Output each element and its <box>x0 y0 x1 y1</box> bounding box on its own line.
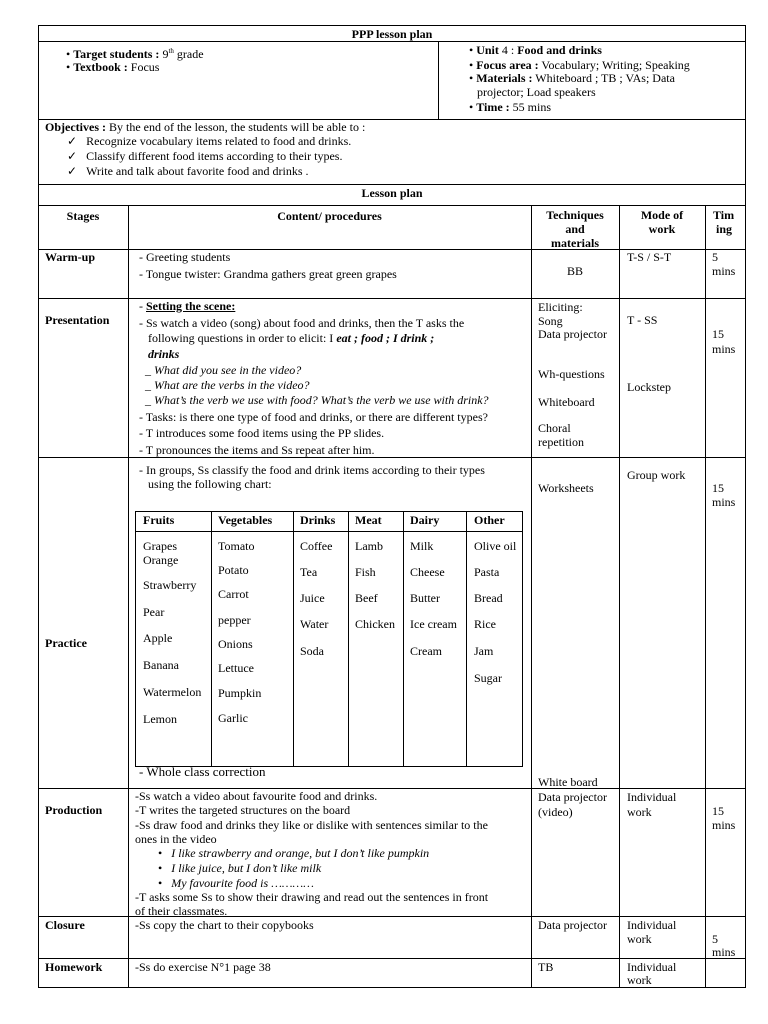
closure-tech: Data projector <box>538 918 607 932</box>
chart-cell: Juice <box>300 591 325 605</box>
col-header-stages: Stages <box>66 209 100 223</box>
practice-tech: Worksheets <box>538 481 594 495</box>
col-header-timing: Tim <box>713 208 735 222</box>
chart-cell: Carrot <box>218 587 249 601</box>
presentation-line: drinks <box>148 347 180 361</box>
stage-practice: Practice <box>45 636 87 650</box>
chart-cell: Tea <box>300 565 318 579</box>
chart-cell: Pear <box>143 605 165 619</box>
closure-line: -Ss copy the chart to their copybooks <box>135 918 314 932</box>
presentation-mode: Lockstep <box>627 380 671 394</box>
presentation-setting: - Setting the scene: <box>139 299 236 313</box>
chart-cell: Lemon <box>143 712 177 726</box>
presentation-question: _ What did you see in the video? <box>145 363 302 377</box>
chart-cell: Beef <box>355 591 378 605</box>
page-title: PPP lesson plan <box>351 27 433 41</box>
textbook: • Textbook : Focus <box>66 60 160 74</box>
chart-cell: Watermelon <box>143 685 202 699</box>
presentation-line: - T pronounces the items and Ss repeat after him. <box>139 443 375 457</box>
practice-tech: White board <box>538 775 598 789</box>
presentation-question: _ What’s the verb we use with food? What’s the verb we use with drink? <box>145 393 489 407</box>
practice-time-unit: mins <box>712 495 736 509</box>
stage-production: Production <box>45 803 103 817</box>
target-students: • Target students : 9th grade <box>66 47 204 61</box>
chart-header-vegetables: Vegetables <box>218 513 273 527</box>
chart-cell: Rice <box>474 617 496 631</box>
warmup-mode: T-S / S-T <box>627 250 672 264</box>
production-mode: work <box>627 805 652 819</box>
chart-cell: pepper <box>218 613 251 627</box>
col-header-mode-2: work <box>648 222 676 236</box>
practice-line: - In groups, Ss classify the food and drink items according to their types <box>139 463 485 477</box>
col-header-techniques-2: and <box>565 222 585 236</box>
chart-cell: Water <box>300 617 329 631</box>
production-line: ones in the video <box>135 832 217 846</box>
practice-mode: Group work <box>627 468 686 482</box>
presentation-tech: repetition <box>538 435 584 449</box>
chart-header-meat: Meat <box>355 513 382 527</box>
warmup-line: - Greeting students <box>139 250 231 264</box>
materials: • Materials : Whiteboard ; TB ; VAs; Data <box>469 71 675 85</box>
closure-mode: Individual <box>627 918 677 932</box>
chart-cell: Chicken <box>355 617 395 631</box>
chart-cell: Cream <box>410 644 442 658</box>
stage-homework: Homework <box>45 960 103 974</box>
col-header-techniques: Techniques <box>546 208 604 222</box>
presentation-tech: Wh-questions <box>538 367 605 381</box>
chart-cell: Garlic <box>218 711 248 725</box>
chart-cell: Potato <box>218 563 249 577</box>
objective-item: ✓ Classify different food items according to their types. <box>67 149 343 163</box>
chart-header-dairy: Dairy <box>410 513 440 527</box>
materials-cont: projector; Load speakers <box>477 85 596 99</box>
presentation-question: _ What are the verbs in the video? <box>145 378 310 392</box>
chart-cell: Milk <box>410 539 434 553</box>
chart-cell: Lettuce <box>218 661 254 675</box>
presentation-tech: Data projector <box>538 327 607 341</box>
production-tech: (video) <box>538 805 573 819</box>
closure-time: 5 <box>712 932 718 946</box>
practice-line: using the following chart: <box>148 477 272 491</box>
chart-header-other: Other <box>474 513 505 527</box>
homework-line: -Ss do exercise N°1 page 38 <box>135 960 271 974</box>
stage-closure: Closure <box>45 918 85 932</box>
production-example: • I like juice, but I don’t like milk <box>158 861 322 875</box>
production-example: • My favourite food is ………… <box>158 876 314 890</box>
warmup-time: 5 <box>712 250 718 264</box>
warmup-line: - Tongue twister: Grandma gathers great green grapes <box>139 267 397 281</box>
chart-cell: Bread <box>474 591 503 605</box>
presentation-line: - Ss watch a video (song) about food and drinks, then the T asks the <box>139 316 465 330</box>
chart-header-fruits: Fruits <box>143 513 175 527</box>
col-header-timing-2: ing <box>716 222 733 236</box>
production-example: • I like strawberry and orange, but I don’t like pumpkin <box>158 846 430 860</box>
production-line: -T asks some Ss to show their drawing and read out the sentences in front <box>135 890 489 904</box>
chart-cell: Banana <box>143 658 179 672</box>
homework-tech: TB <box>538 960 554 974</box>
chart-cell: Fish <box>355 565 376 579</box>
title-row <box>38 25 746 42</box>
practice-correction: - Whole class correction <box>139 764 266 779</box>
chart-cell: Jam <box>474 644 494 658</box>
time: • Time : 55 mins <box>469 100 551 114</box>
chart-cell: Sugar <box>474 671 502 685</box>
objective-item: ✓ Recognize vocabulary items related to food and drinks. <box>67 134 352 148</box>
chart-cell: Soda <box>300 644 324 658</box>
presentation-tech: Eliciting: <box>538 300 583 314</box>
presentation-line: following questions in order to elicit: I eat ; food ; I drink ; <box>148 331 435 345</box>
production-tech: Data projector <box>538 790 607 804</box>
col-header-content: Content/ procedures <box>277 209 382 223</box>
chart-cell: Pumpkin <box>218 686 262 700</box>
lesson-plan-title: Lesson plan <box>361 186 423 200</box>
header-box <box>38 41 746 120</box>
chart-header-drinks: Drinks <box>300 513 336 527</box>
chart-cell: Butter <box>410 591 440 605</box>
homework-mode: work <box>627 973 652 987</box>
presentation-tech: Song <box>538 314 563 328</box>
presentation-time: 15 <box>712 327 724 341</box>
warmup-time-unit: mins <box>712 264 736 278</box>
chart-cell: Lamb <box>355 539 383 553</box>
homework-mode: Individual <box>627 960 677 974</box>
production-time: 15 <box>712 804 724 818</box>
presentation-tech: Choral <box>538 421 571 435</box>
production-time-unit: mins <box>712 818 736 832</box>
chart-cell: Tomato <box>218 539 255 553</box>
col-header-mode: Mode of <box>640 208 684 222</box>
objectives-box <box>38 119 746 185</box>
warmup-tech: BB <box>566 264 583 278</box>
lesson-plan-title-row <box>38 184 746 206</box>
stage-presentation: Presentation <box>45 313 110 327</box>
closure-time-unit: mins <box>712 945 736 959</box>
presentation-tech: Whiteboard <box>538 395 595 409</box>
presentation-mode: T - SS <box>627 313 658 327</box>
closure-mode: work <box>627 932 652 946</box>
chart-cell: Grapes <box>143 539 177 553</box>
stage-warmup: Warm-up <box>45 250 96 264</box>
chart-cell: Ice cream <box>410 617 457 631</box>
unit: • Unit 4 : Food and drinks <box>469 43 602 57</box>
objective-item: ✓ Write and talk about favorite food and drinks . <box>67 164 309 178</box>
chart-cell: Olive oil <box>474 539 517 553</box>
col-header-techniques-3: materials <box>551 236 599 250</box>
chart-cell: Pasta <box>474 565 500 579</box>
objectives-intro: Objectives : By the end of the lesson, the students will be able to : <box>45 120 366 134</box>
production-line: -Ss draw food and drinks they like or dislike with sentences similar to the <box>135 818 488 832</box>
presentation-line: - Tasks: is there one type of food and drinks, or there are different types? <box>139 410 488 424</box>
chart-cell: Onions <box>218 637 253 651</box>
focus-area: • Focus area : Vocabulary; Writing; Speaking <box>469 58 690 72</box>
chart-cell: Coffee <box>300 539 333 553</box>
production-line: -Ss watch a video about favourite food and drinks. <box>135 789 378 803</box>
presentation-line: - T introduces some food items using the PP slides. <box>139 426 385 440</box>
production-mode: Individual <box>627 790 677 804</box>
chart-cell: Cheese <box>410 565 445 579</box>
chart-cell: Apple <box>143 631 173 645</box>
practice-time: 15 <box>712 481 724 495</box>
chart-cell: Orange <box>143 553 179 567</box>
presentation-time-unit: mins <box>712 342 736 356</box>
production-line: -T writes the targeted structures on the board <box>135 803 351 817</box>
chart-cell: Strawberry <box>143 578 197 592</box>
production-line: of their classmates. <box>135 904 228 918</box>
